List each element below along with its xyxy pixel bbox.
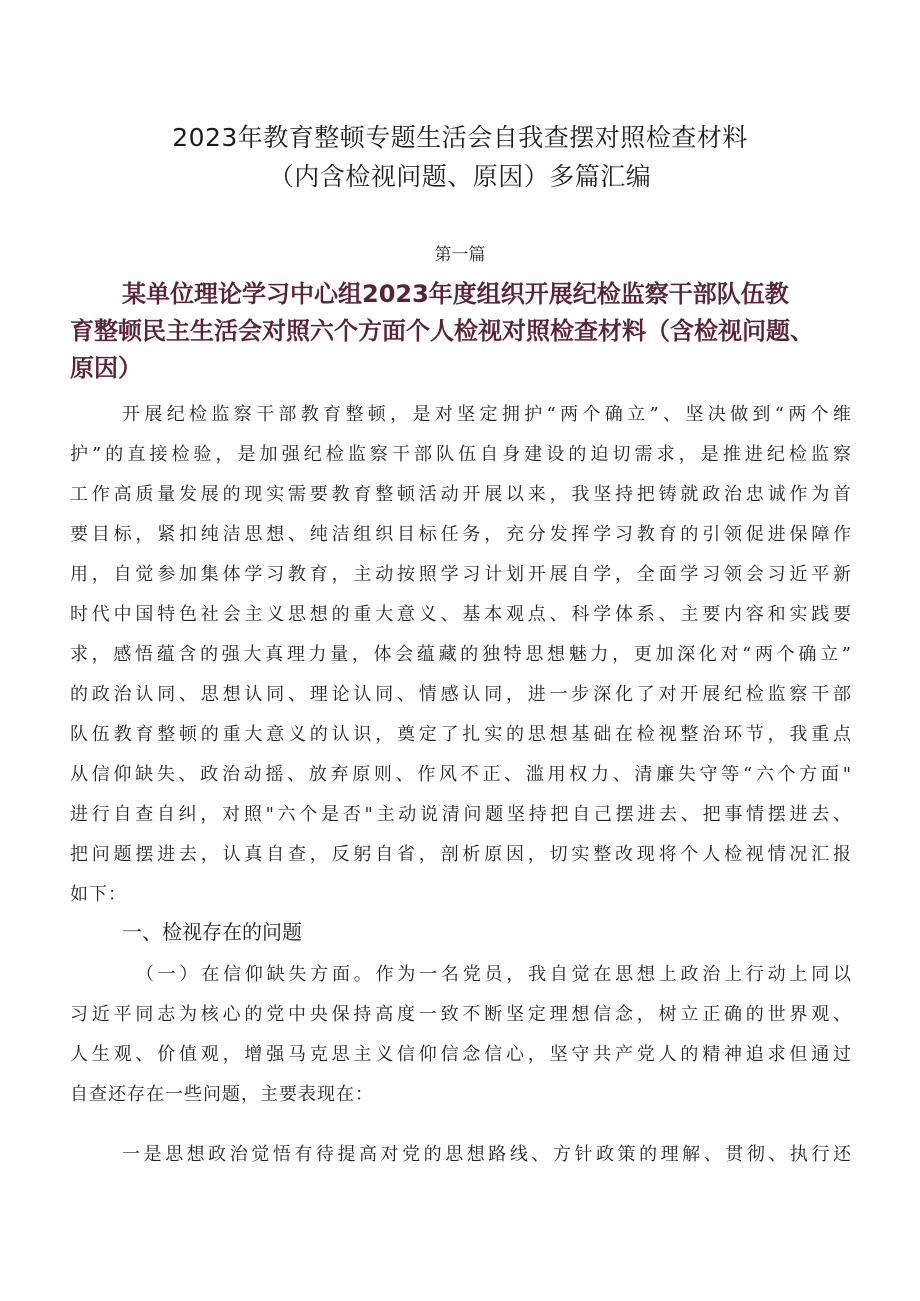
subtitle-line-3: 原因） xyxy=(70,354,142,382)
part-label: 第一篇 xyxy=(434,245,486,265)
intro-line-1: 开展纪检监察干部教育整顿，是对坚定拥护“两个确立”、坚决做到“两个维 xyxy=(122,404,852,425)
section1-line-1: （一）在信仰缺失方面。作为一名党员，我自觉在思想上政治上行动上同以 xyxy=(136,964,852,985)
intro-line-4: 要目标，紧扣纯洁思想、纯洁组织目标任务，充分发挥学习教育的引领促进保障作 xyxy=(70,524,852,545)
section-heading: 一、检视存在的问题 xyxy=(122,920,302,944)
intro-line-12: 把问题摆进去，认真自查，反躬自省，剖析原因，切实整改现将个人检视情况汇报 xyxy=(70,844,852,865)
intro-line-3: 工作高质量发展的现实需要教育整顿活动开展以来，我坚持把铸就政治忠诚作为首 xyxy=(70,484,852,505)
intro-line-13: 如下： xyxy=(70,884,127,905)
intro-line-2: 护”的直接检验，是加强纪检监察干部队伍自身建设的迫切需求，是推进纪检监察 xyxy=(70,444,852,465)
point-line-1: 一是思想政治觉悟有待提高对党的思想路线、方针政策的理解、贯彻、执行还 xyxy=(122,1144,852,1165)
subtitle-line-1: 某单位理论学习中心组2023年度组织开展纪检监察干部队伍教 xyxy=(122,280,789,308)
intro-line-10: 从信仰缺失、政治动摇、放弃原则、作风不正、滥用权力、清廉失守等“六个方面" xyxy=(70,764,852,785)
subtitle-line-2: 育整顿民主生活会对照六个方面个人检视对照检查材料（含检视问题、 xyxy=(70,317,814,345)
section1-line-4: 自查还存在一些问题，主要表现在： xyxy=(70,1084,374,1105)
section1-line-2: 习近平同志为核心的党中央保持高度一致不断坚定理想信念，树立正确的世界观、 xyxy=(70,1004,852,1025)
intro-line-6: 时代中国特色社会主义思想的重大意义、基本观点、科学体系、主要内容和实践要 xyxy=(70,604,852,625)
intro-line-7: 求，感悟蕴含的强大真理力量，体会蕴藏的独特思想魅力，更加深化对“两个确立” xyxy=(70,644,852,665)
document-title-line-2: （内含检视问题、原因）多篇汇编 xyxy=(268,162,652,191)
section1-line-3: 人生观、价值观，增强马克思主义信仰信念信心，坚守共产党人的精神追求但通过 xyxy=(70,1044,852,1065)
document-title-line-1: 2023年教育整顿专题生活会自我查摆对照检查材料 xyxy=(172,123,748,152)
intro-line-8: 的政治认同、思想认同、理论认同、情感认同，进一步深化了对开展纪检监察干部 xyxy=(70,684,852,705)
intro-line-11: 进行自查自纠，对照"六个是否"主动说清问题坚持把自己摆进去、把事情摆进去、 xyxy=(70,804,852,825)
intro-line-5: 用，自觉参加集体学习教育，主动按照学习计划开展自学，全面学习领会习近平新 xyxy=(70,564,852,585)
intro-line-9: 队伍教育整顿的重大意义的认识，奠定了扎实的思想基础在检视整治环节，我重点 xyxy=(70,724,852,745)
